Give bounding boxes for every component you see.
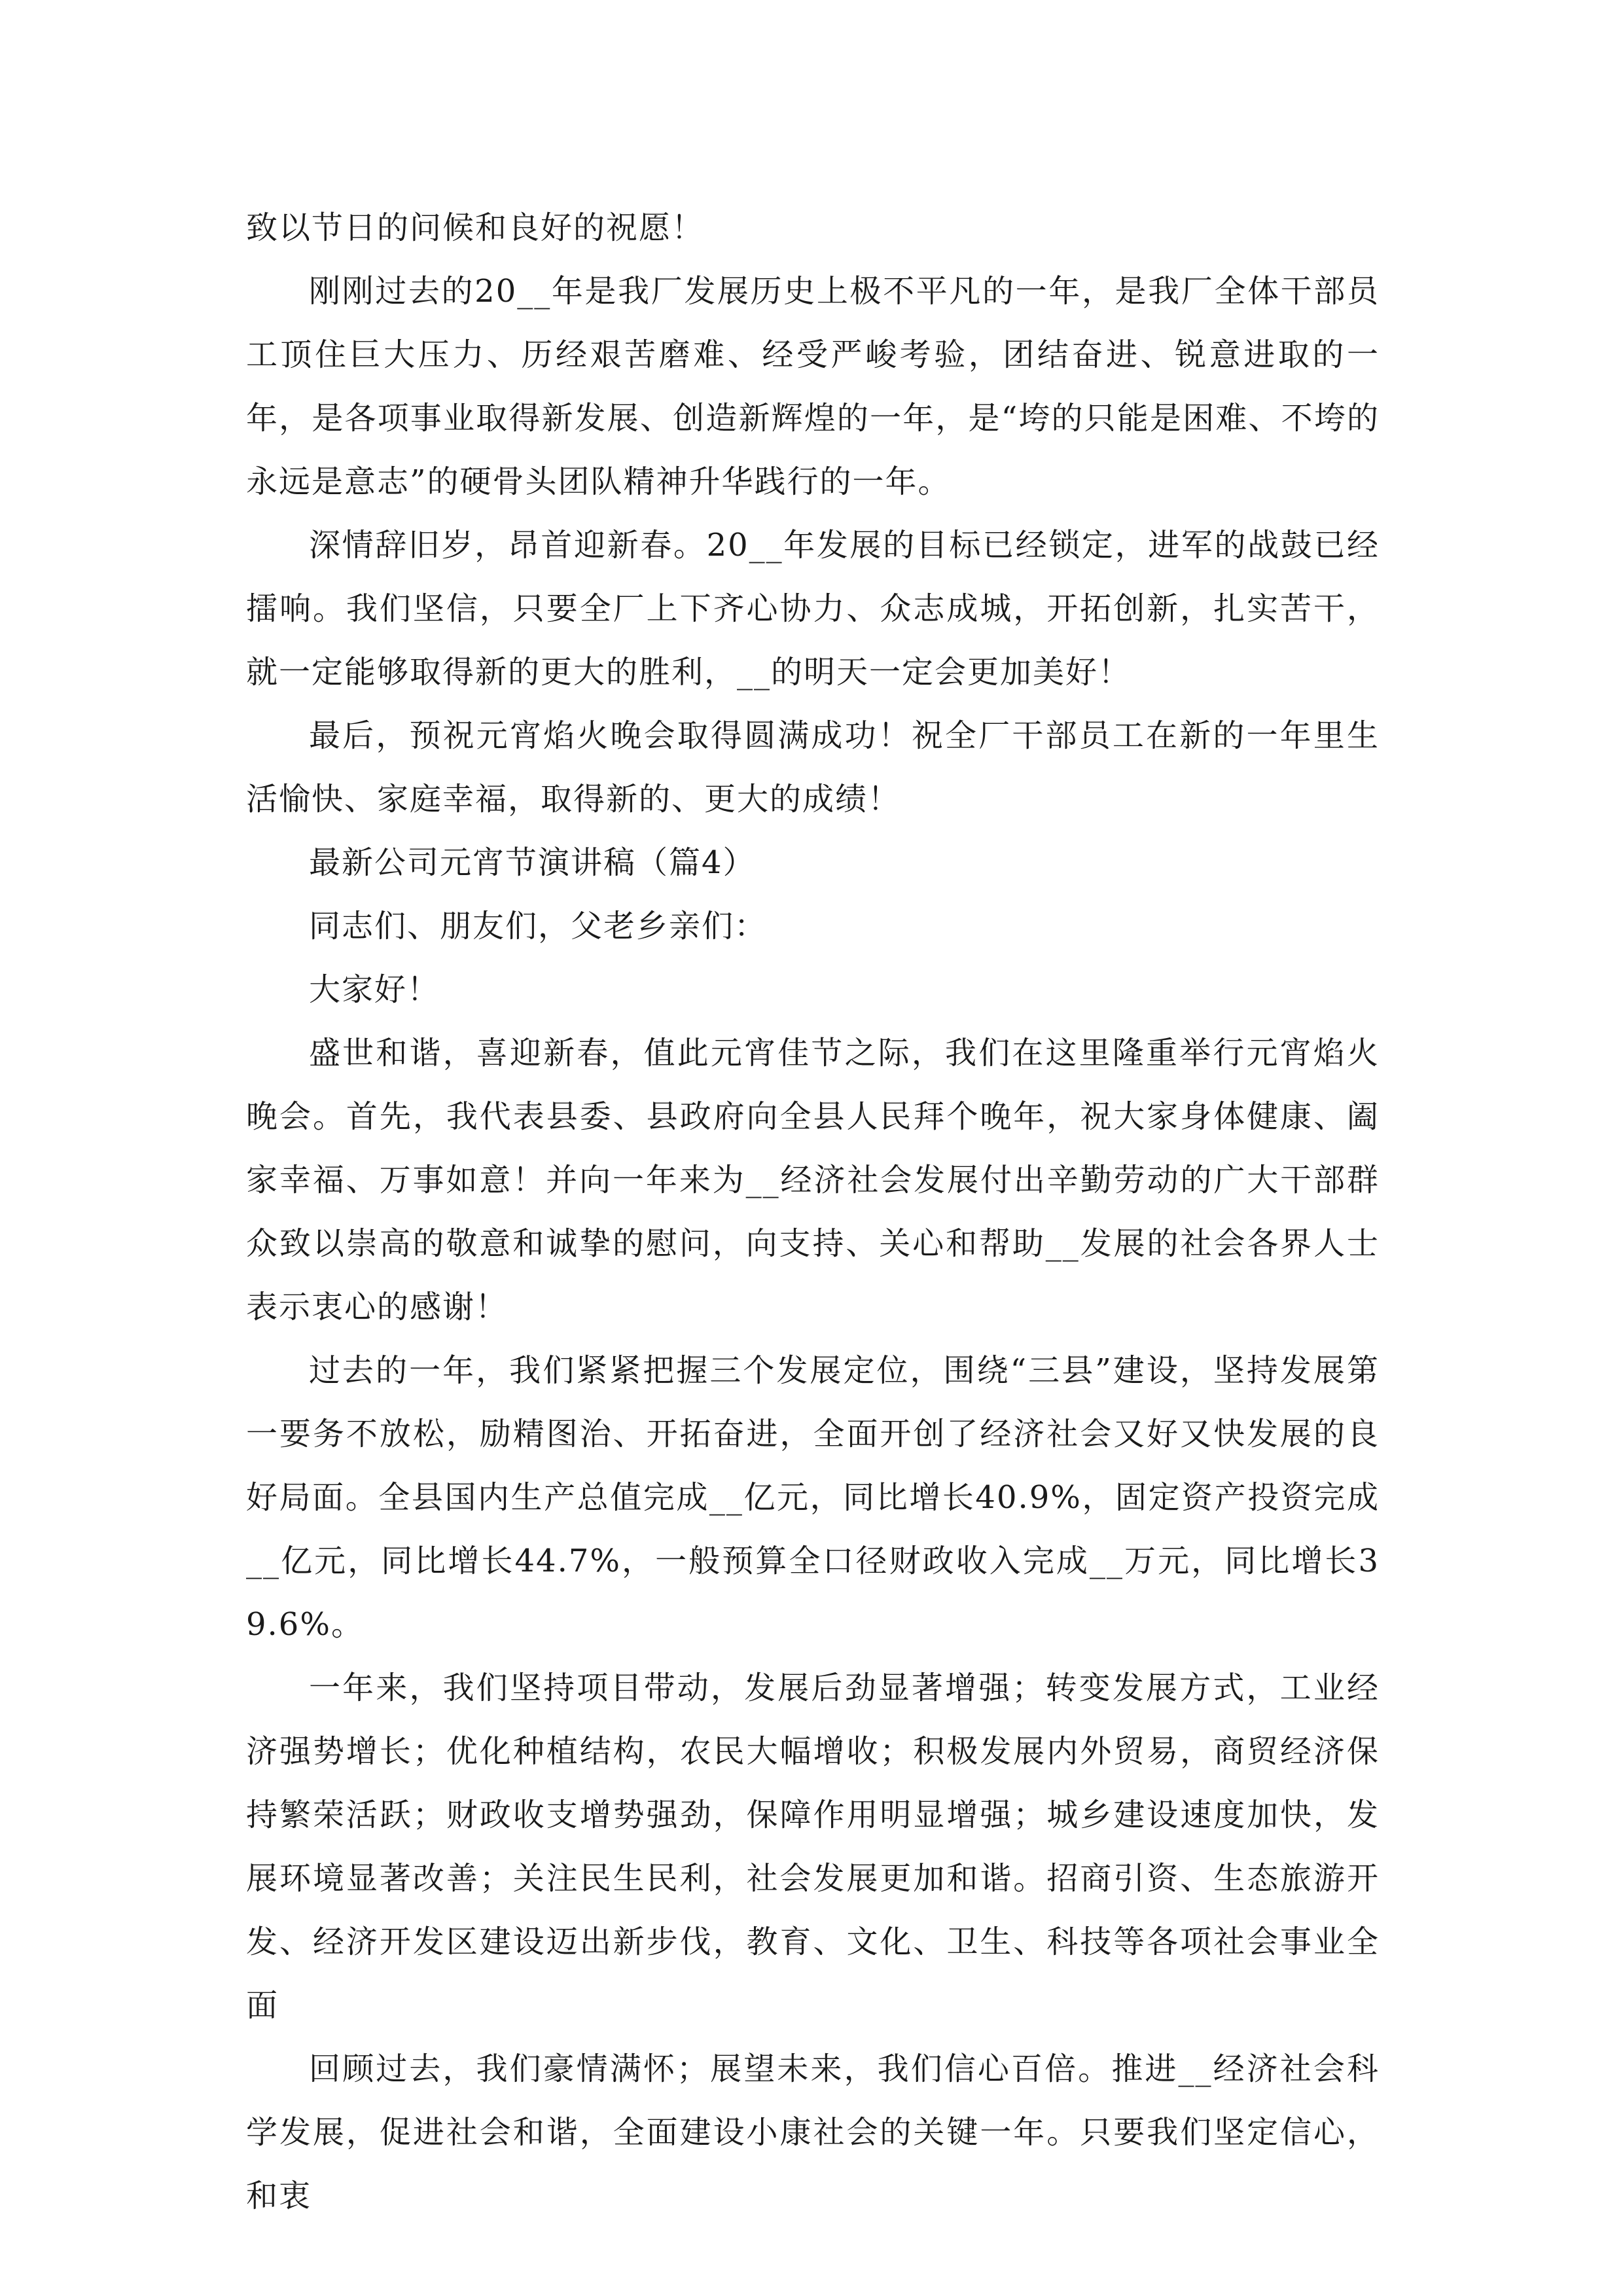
paragraph-closing-wishes: 最后，预祝元宵焰火晚会取得圆满成功！祝全厂干部员工在新的一年里生活愉快、家庭幸福，取得新的、更大的成绩！ — [246, 717, 1380, 817]
salutation: 同志们、朋友们，父老乡亲们： — [309, 908, 768, 944]
document-page — [246, 196, 1380, 2228]
greeting: 大家好！ — [309, 971, 440, 1008]
paragraph-greeting-end: 致以节日的问候和良好的祝愿！ — [246, 209, 705, 246]
paragraph-achievements: 一年来，我们坚持项目带动，发展后劲显著增强；转变发展方式，工业经济强势增长；优化种植结构，农民大幅增收；积极发展内外贸易，商贸经济保持繁荣活跃；财政收支增势强劲，保障作用明显增强；城乡建设速度加快，发展环境显著改善；关注民生民利，社会发展更加和谐。招商引资、生态旅游开发、经济开发区建设迈出新步伐，教育、文化、卫生、科技等各项社会事业全面 — [246, 1670, 1380, 2024]
paragraph-festival-opening: 盛世和谐，喜迎新春，值此元宵佳节之际，我们在这里隆重举行元宵焰火晚会。首先，我代表县委、县政府向全县人民拜个晚年，祝大家身体健康、阖家幸福、万事如意！并向一年来为__经济社会发展付出辛勤劳动的广大干部群众致以崇高的敬意和诚挚的慰问，向支持、关心和帮助__发展的社会各界人士表示衷心的感谢！ — [246, 1035, 1380, 1325]
paragraph-new-spring: 深情辞旧岁，昂首迎新春。20__年发展的目标已经锁定，进军的战鼓已经擂响。我们坚信，只要全厂上下齐心协力、众志成城，开拓创新，扎实苦干，就一定能够取得新的更大的胜利，__的明天一定会更加美好！ — [246, 527, 1380, 691]
paragraph-last-year-results: 过去的一年，我们紧紧把握三个发展定位，围绕“三县”建设，坚持发展第一要务不放松，励精图治、开拓奋进，全面开创了经济社会又好又快发展的良好局面。全县国内生产总值完成__亿元，同比增长40.9%，固定资产投资完成__亿元，同比增长44.7%，一般预算全口径财政收入完成__万元，同比增长39.6%。 — [246, 1352, 1380, 1643]
paragraph-past-year: 刚刚过去的20__年是我厂发展历史上极不平凡的一年，是我厂全体干部员工顶住巨大压力、历经艰苦磨难、经受严峻考验，团结奋进、锐意进取的一年，是各项事业取得新发展、创造新辉煌的一年，是“垮的只能是困难、不垮的永远是意志”的硬骨头团队精神升华践行的一年。 — [246, 273, 1380, 500]
paragraph-looking-ahead: 回顾过去，我们豪情满怀；展望未来，我们信心百倍。推进__经济社会科学发展，促进社会和谐，全面建设小康社会的关键一年。只要我们坚定信心，和衷 — [246, 2051, 1380, 2214]
section-heading: 最新公司元宵节演讲稿（篇4） — [309, 844, 756, 881]
